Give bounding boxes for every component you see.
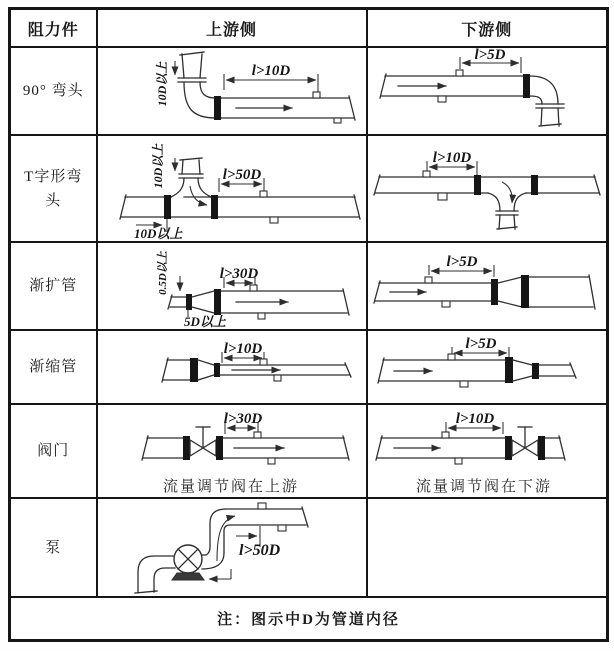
row-label-reducer: 渐缩管 (10, 330, 97, 404)
pump-downstream-empty-cell (367, 498, 608, 597)
pressure-tap-top (448, 354, 455, 360)
pressure-tap-bottom (442, 301, 450, 307)
row-label-pump: 泵 (10, 498, 97, 597)
diagram-tee-upstream (97, 135, 367, 242)
dimension (224, 63, 318, 92)
row-pump (10, 498, 608, 597)
diagram-tee-downstream (367, 135, 608, 242)
valve-upstream-drawing (98, 405, 364, 497)
vertical-length-label: 0.5D以上 (156, 251, 169, 295)
dim-label: l>10D (455, 411, 494, 427)
diagram-expander-downstream (367, 242, 608, 330)
diagram-valve-downstream (367, 404, 608, 498)
flow-arrow-curved (217, 516, 235, 561)
elbow-bend (184, 82, 216, 118)
pressure-tap-top (254, 432, 261, 438)
diagram-pump-upstream (97, 498, 367, 597)
row-tee (10, 135, 608, 242)
pressure-tap-top (423, 171, 430, 177)
row-label-90-elbow: 90° 弯头 (10, 47, 97, 135)
pressure-tap-top (313, 92, 320, 98)
meter-band-small (186, 294, 192, 310)
valve-symbol (512, 427, 538, 456)
diagram-expander-upstream (97, 242, 367, 330)
meter-band-right (538, 436, 545, 460)
dim-label: l>5D (464, 336, 497, 352)
elbow-upstream-drawing (98, 48, 364, 134)
pressure-tap-top (456, 70, 463, 76)
dim-label: l>10D (432, 150, 471, 166)
valve-downstream-drawing (368, 405, 605, 497)
pressure-tap-top (260, 191, 267, 197)
dimension (219, 167, 264, 192)
pressure-tap-bottom (438, 96, 446, 102)
large-pipe (162, 358, 190, 382)
pressure-tap-bottom (460, 381, 468, 387)
dimension (222, 341, 264, 363)
row-expander (10, 242, 608, 330)
vertical-length-label: 10D以上 (154, 61, 169, 107)
band-after-cone (521, 275, 529, 308)
pressure-tap-bottom (334, 118, 341, 123)
diagram-valve-upstream (97, 404, 367, 498)
tee-downstream-drawing (368, 136, 605, 241)
header-upstream: 上游侧 (97, 9, 367, 48)
pressure-tap-bottom (268, 458, 275, 464)
pressure-tap-bottom (274, 375, 281, 381)
reduction-cone (513, 360, 532, 381)
pump-symbol (172, 545, 204, 580)
reducer-upstream-drawing (98, 331, 364, 403)
vertical-inlet-pipe (178, 52, 206, 82)
band-after-cone (532, 363, 539, 379)
pressure-tap-top (250, 285, 257, 291)
small-pipe (168, 295, 186, 309)
row-label-expander: 渐扩管 (10, 242, 97, 330)
header-resistance: 阻力件 (10, 9, 97, 48)
dim-label: l>30D (219, 266, 258, 282)
branch-pipe-down (488, 193, 526, 229)
pressure-tap-bottom (438, 193, 447, 200)
dim-label: l>50D (222, 167, 261, 183)
valve-symbol (190, 427, 216, 456)
diagram-reducer-upstream (97, 330, 367, 404)
meter-band-right (216, 436, 223, 460)
row-reducer (10, 330, 608, 404)
meter-band-right (211, 195, 218, 219)
meter-band (190, 358, 198, 382)
dim-label: l>10D (251, 63, 290, 79)
pressure-tap-top (425, 277, 432, 283)
pressure-tap-top (260, 359, 267, 365)
flow-arrow-curved (502, 182, 512, 203)
elbow-bend-down (530, 76, 564, 126)
dim-label: l>5D (473, 48, 506, 63)
horizontal-pipe (120, 195, 360, 219)
valve-upstream-caption: 流量调节阀在上游 (162, 479, 299, 495)
meter-band-left (505, 436, 512, 460)
pressure-tap-bottom (455, 458, 462, 464)
dimension (460, 48, 521, 73)
pump-upstream-drawing (98, 499, 364, 596)
diagram-reducer-downstream (367, 330, 608, 404)
meter-band-left (164, 195, 171, 219)
large-pipe (529, 275, 595, 309)
meter-band (491, 279, 498, 305)
dimension (223, 411, 262, 434)
row-90-elbow (10, 47, 608, 135)
pressure-tap-bottom (258, 313, 265, 319)
tee-upstream-drawing (98, 136, 364, 241)
expander-downstream-drawing (368, 243, 605, 329)
meter-band-right (531, 175, 538, 195)
valve-downstream-caption: 流量调节阀在下游 (415, 479, 552, 495)
bottom-length-label: 10D以上 (133, 226, 182, 241)
dim-label: l>30D (223, 411, 262, 427)
table-note: 注：图示中D为管道内径 (10, 597, 608, 641)
below-length-label: 5D以上 (183, 314, 226, 329)
dimension (446, 411, 503, 434)
meter-band (505, 357, 513, 383)
row-valve (10, 404, 608, 498)
row-label-valve: 阀门 (10, 404, 97, 498)
outlet-pipe (202, 507, 308, 569)
elbow-downstream-drawing (368, 48, 605, 134)
pressure-tap-bottom (278, 525, 286, 531)
pressure-tap-bottom (270, 217, 278, 223)
diagram-90-elbow-upstream (97, 47, 367, 135)
pressure-tap-top (258, 503, 266, 509)
vertical-length-label: 10D以上 (150, 143, 165, 189)
reducer-downstream-drawing (368, 331, 605, 403)
small-pipe (539, 363, 576, 378)
meter-band-left (474, 175, 481, 195)
diagram-90-elbow-downstream (367, 47, 608, 135)
row-label-tee: T字形弯头 (10, 135, 97, 242)
pipe-requirements-table (8, 7, 609, 642)
header-downstream: 下游侧 (367, 9, 608, 48)
dim-label: l>50D (238, 542, 280, 559)
meter-band (214, 289, 221, 315)
dimension (427, 150, 477, 175)
dim-label: l>5D (445, 254, 478, 270)
note-row (10, 597, 608, 641)
dim-label: l>10D (223, 341, 262, 357)
band-after-cone (214, 363, 220, 377)
dimension (429, 254, 494, 277)
reduction-cone (198, 360, 214, 380)
horizontal-pipe (374, 175, 600, 195)
flow-arrow-curved (190, 186, 207, 205)
header-row (10, 9, 608, 48)
meter-band (523, 74, 530, 98)
inlet-pipe (135, 556, 175, 593)
expander-upstream-drawing (98, 243, 364, 329)
pressure-tap-top (442, 432, 449, 438)
meter-band-left (183, 436, 190, 460)
expansion-cone (498, 277, 522, 307)
expansion-cone (192, 291, 214, 313)
dimension (452, 336, 509, 357)
meter-band (214, 96, 221, 120)
